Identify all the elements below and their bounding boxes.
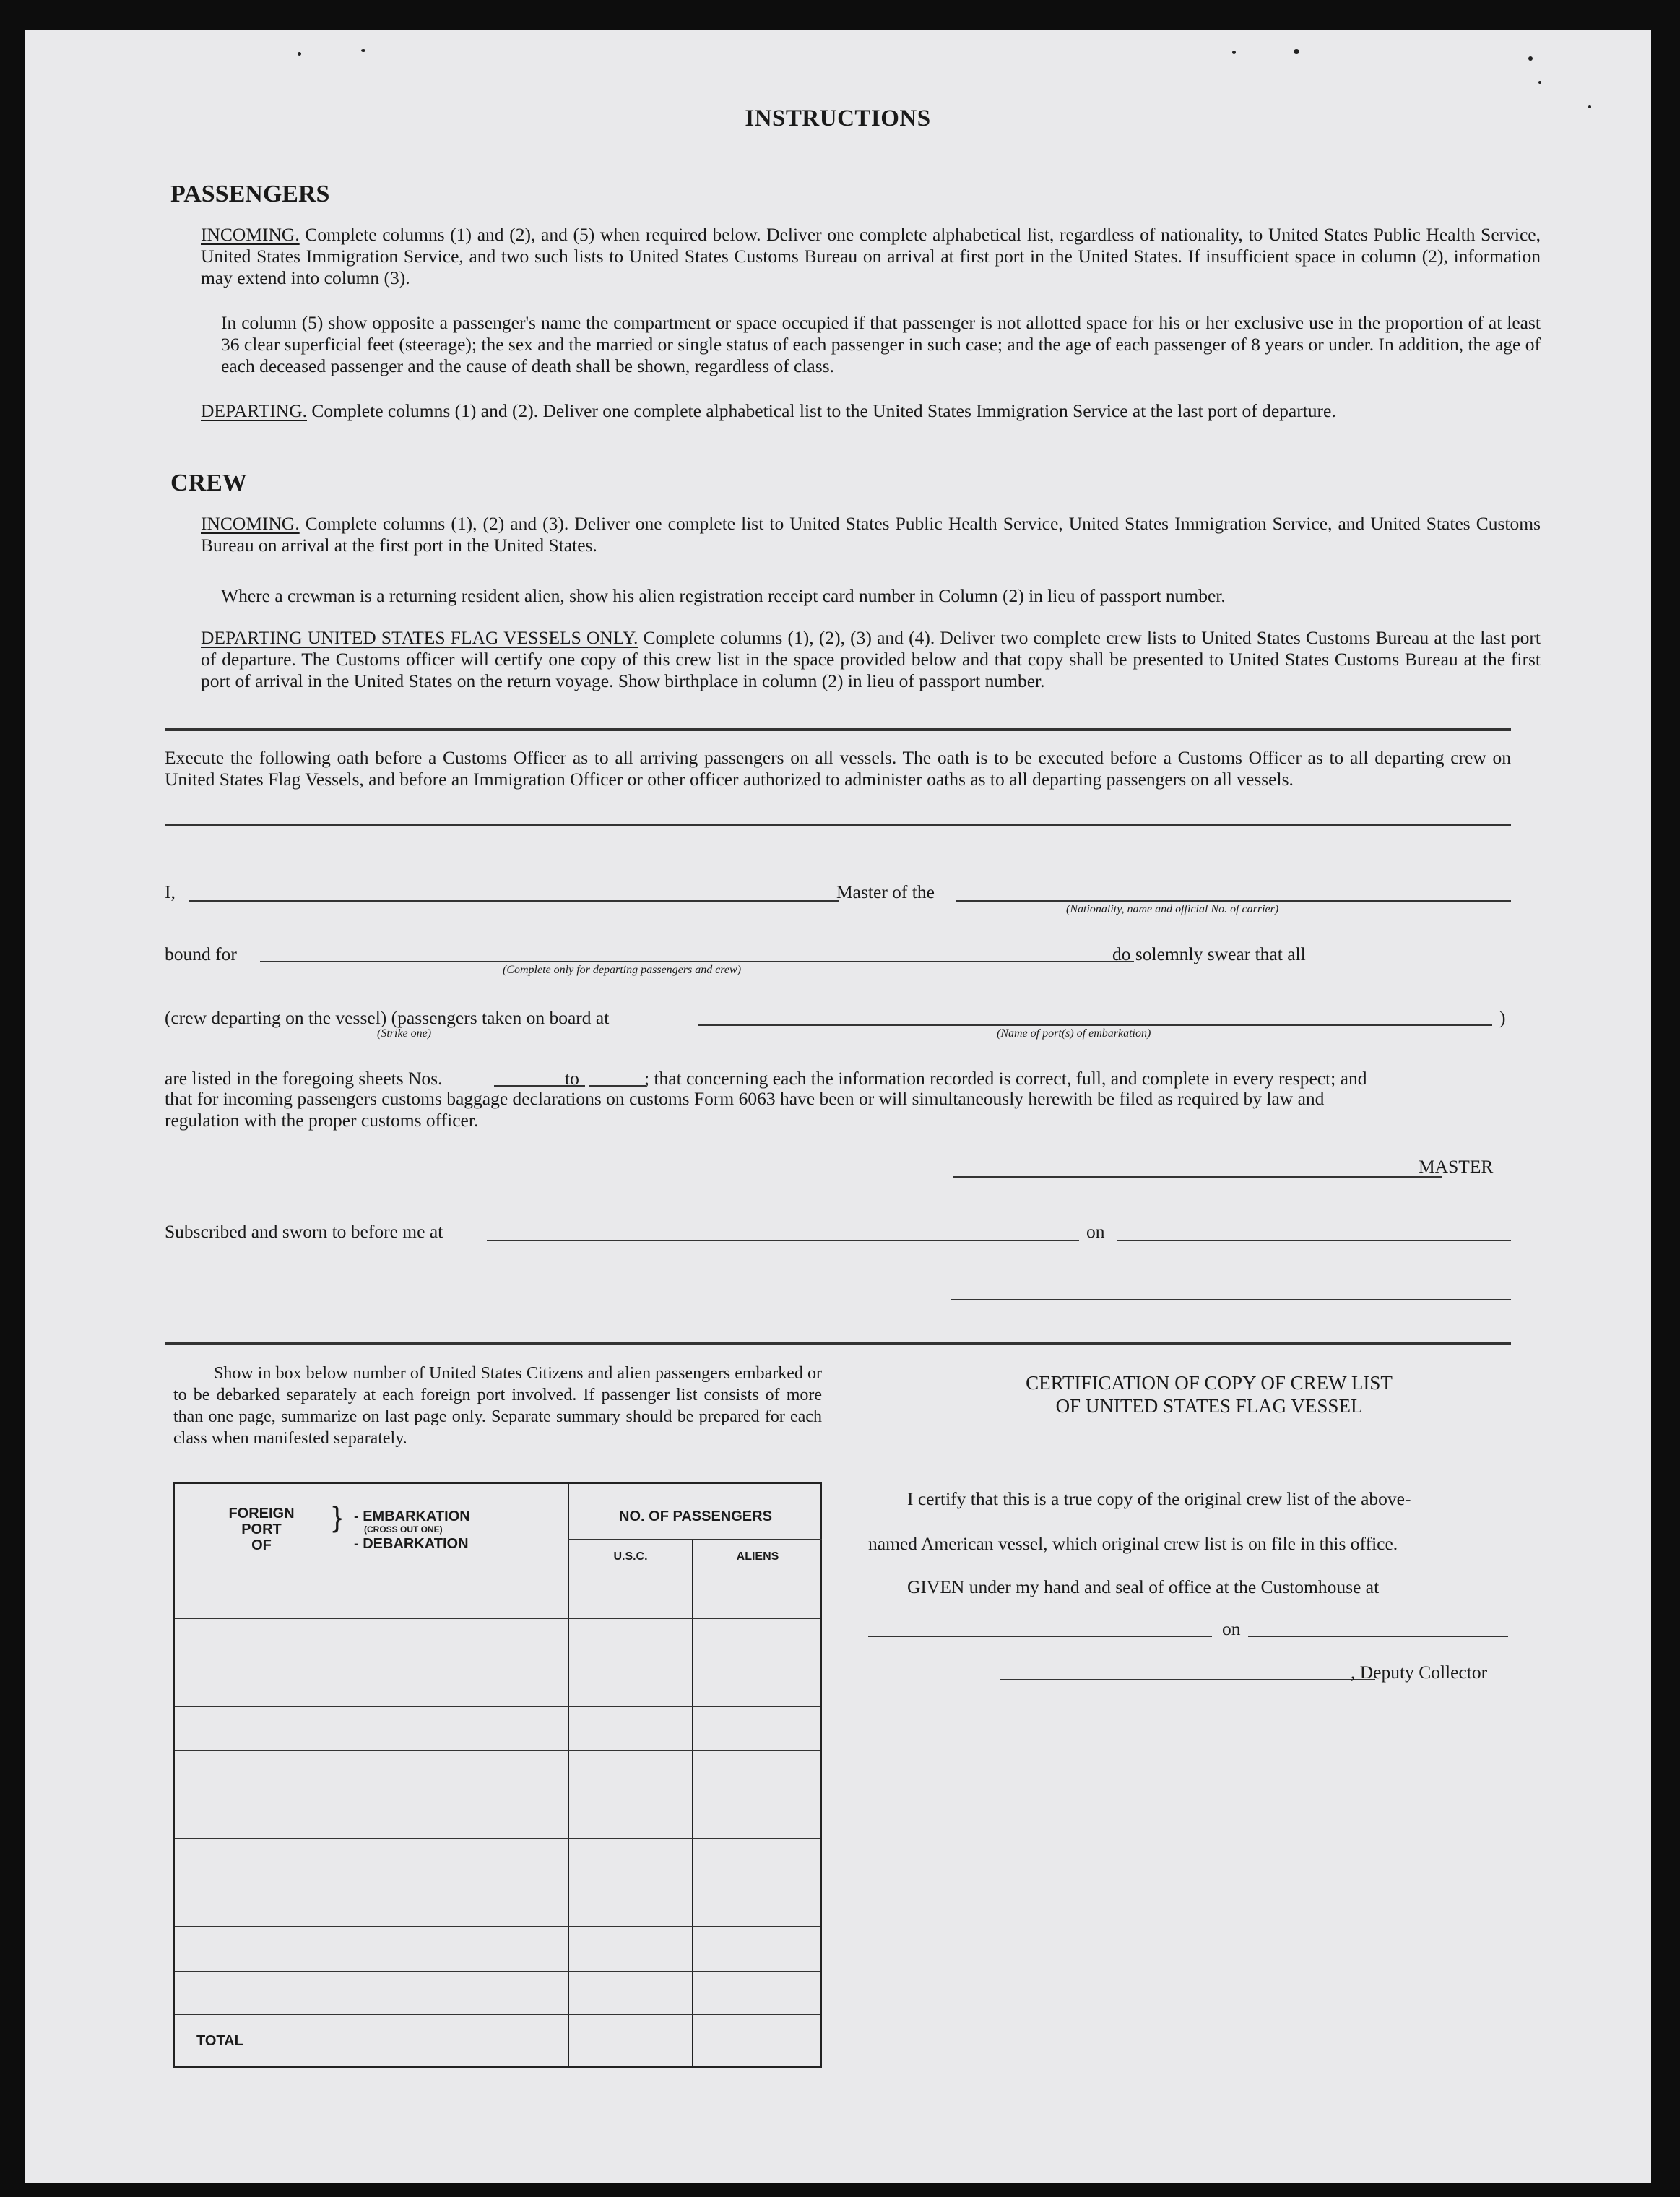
passengers-heading: PASSENGERS <box>170 181 330 207</box>
summary-instructions: Show in box below number of United States Citizens and alien passengers embarked or to be debarked separately at each foreign port involved. If passenger list consists of more than one page, summarize on last page only. Separate summary should be prepared for each class when manifested separately. <box>173 1364 822 1448</box>
scan-speck <box>1232 51 1236 54</box>
certification-heading-line-1: CERTIFICATION OF COPY OF CREW LIST <box>1026 1372 1393 1394</box>
crew-incoming-text: Complete columns (1), (2) and (3). Deliver one complete list to United States Public Health Service, United States Immigration Service, and United States Customs Bureau on arrival at the first port in the United States. <box>201 513 1541 556</box>
oath-i-label: I, <box>165 881 176 902</box>
crew-heading: CREW <box>170 470 247 496</box>
master-name-line[interactable] <box>189 900 839 902</box>
bound-for-label: bound for <box>165 944 237 964</box>
swear-label: do solemnly swear that all <box>1112 944 1306 964</box>
sworn-at-line[interactable] <box>487 1240 1079 1241</box>
bound-for-line[interactable] <box>260 961 1134 962</box>
aliens-header: ALIENS <box>736 1550 779 1563</box>
departing-text: Complete columns (1) and (2). Deliver one complete alphabetical list to the United States Immigration Service at the last port of departure. <box>307 400 1336 421</box>
nationality-caption: (Nationality, name and official No. of carrier) <box>1066 903 1279 915</box>
ports-line[interactable] <box>698 1024 1492 1026</box>
cross-out-label: (CROSS OUT ONE) <box>364 1524 443 1535</box>
customhouse-line[interactable] <box>868 1636 1212 1637</box>
table-header-rule <box>568 1539 822 1540</box>
table-row-rule <box>175 1971 820 1972</box>
bound-caption: (Complete only for departing passengers and crew) <box>503 964 742 976</box>
certification-heading-line-2: OF UNITED STATES FLAG VESSEL <box>1055 1395 1363 1417</box>
deputy-collector-label: , Deputy Collector <box>1351 1662 1488 1683</box>
cert-on-label: on <box>1222 1618 1241 1639</box>
crew-departing-text: Complete columns (1), (2), (3) and (4). Deliver two complete crew lists to United States Customs Bureau at the last port of departure. The Customs officer will certify one copy of this crew list in the space provided below and that copy shall be presented to United States Customs Bureau at the first port of arrival in the United States on the return voyage. Show birthplace in column (2) in lieu of passport number. <box>201 627 1541 691</box>
usc-header: U.S.C. <box>613 1550 648 1563</box>
on-label: on <box>1086 1221 1105 1242</box>
certification-heading <box>862 1371 1556 1417</box>
page-title: INSTRUCTIONS <box>745 105 931 131</box>
close-paren: ) <box>1499 1007 1506 1028</box>
table-row-rule <box>175 1838 820 1839</box>
sheets-text-a: are listed in the foregoing sheets Nos. <box>165 1068 443 1089</box>
debarkation-label: - DEBARKATION <box>354 1536 469 1552</box>
sheets-to-line[interactable] <box>589 1085 646 1087</box>
certify-line-2: named American vessel, which original crew list is on file in this office. <box>868 1533 1398 1554</box>
brace-glyph: } <box>332 1501 342 1533</box>
cert-date-line[interactable] <box>1248 1636 1508 1637</box>
crew-incoming-label: INCOMING. <box>201 513 300 534</box>
column5-paragraph: In column (5) show opposite a passenger's name the compartment or space occupied if that passenger is not allotted space for his or her exclusive use in the proportion of at least 36 clear superficial feet (steerage); the sex and the married or single status of each passenger in such case; and the age of each passenger of 8 years or under. In addition, the age of each deceased passenger and the cause of death shall be shown, regardless of class. <box>221 312 1541 376</box>
passengers-incoming-paragraph <box>201 224 1541 289</box>
resident-alien-paragraph: Where a crewman is a returning resident alien, show his alien registration receipt card number in Column (2) in lieu of passport number. <box>221 585 1226 606</box>
table-row-rule <box>175 1618 820 1619</box>
carrier-line[interactable] <box>956 900 1511 902</box>
strike-caption: (Strike one) <box>377 1027 432 1040</box>
table-row-rule <box>175 1750 820 1751</box>
certify-line-1: I certify that this is a true copy of the original crew list of the above- <box>907 1488 1411 1509</box>
foreign-port-header: FOREIGN PORT OF <box>228 1506 295 1553</box>
officer-signature-line[interactable] <box>951 1299 1511 1300</box>
double-rule <box>165 728 1511 731</box>
sheets-text-b: ; that concerning each the information recorded is correct, full, and complete in every respect; and <box>644 1068 1367 1089</box>
ports-caption: (Name of port(s) of embarkation) <box>997 1027 1151 1040</box>
certify-line-3: GIVEN under my hand and seal of office at the Customhouse at <box>907 1576 1380 1597</box>
master-of-the-label: Master of the <box>836 881 935 902</box>
crew-departing-paragraph <box>201 627 1541 692</box>
crew-departing-label: (crew departing on the vessel) (passengers taken on board at <box>165 1007 610 1028</box>
no-of-passengers-header: NO. OF PASSENGERS <box>619 1508 772 1524</box>
double-rule <box>165 824 1511 826</box>
crew-incoming-paragraph <box>201 513 1541 556</box>
table-row-rule <box>175 2014 820 2015</box>
passenger-summary-table <box>173 1482 822 2068</box>
sheets-text-c: that for incoming passengers customs baggage declarations on customs Form 6063 have been or will simultaneously herewith be filed as required by law and <box>165 1088 1325 1109</box>
form-page <box>25 30 1651 2183</box>
scan-speck <box>1538 81 1541 84</box>
table-row-rule <box>175 1926 820 1927</box>
sheets-text-d: regulation with the proper customs officer. <box>165 1110 479 1131</box>
departing-label: DEPARTING. <box>201 400 307 421</box>
incoming-text: Complete columns (1) and (2), and (5) when required below. Deliver one complete alphabetical list, regardless of nationality, to United States Public Health Service, United States Immigration Service, and two such lists to United States Customs Bureau on arrival at first port in the United States. If insufficient space in column (2), information may extend into column (3). <box>201 224 1541 288</box>
scan-speck <box>361 49 365 52</box>
table-row-rule <box>175 1706 820 1707</box>
master-signature-line[interactable] <box>953 1176 1442 1178</box>
embarkation-label: - EMBARKATION <box>354 1508 470 1524</box>
double-rule <box>165 1342 1511 1345</box>
oath-instructions: Execute the following oath before a Customs Officer as to all arriving passengers on all vessels. The oath is to be executed before a Customs Officer as to all departing crew on United States Flag Vessels, and before an Immigration Officer or other officer authorized to administer oaths as to all departing passengers on all vessels. <box>165 747 1511 790</box>
incoming-label: INCOMING. <box>201 224 300 245</box>
scan-speck <box>298 52 301 56</box>
sworn-on-line[interactable] <box>1117 1240 1511 1241</box>
sheets-to-label: to <box>565 1068 579 1089</box>
table-column-divider <box>568 1484 569 2066</box>
scan-speck <box>1294 49 1299 54</box>
subscribed-label: Subscribed and sworn to before me at <box>165 1221 443 1242</box>
passengers-departing-paragraph <box>201 400 1541 422</box>
total-label: TOTAL <box>196 2033 243 2049</box>
crew-departing-label: DEPARTING UNITED STATES FLAG VESSELS ONLY. <box>201 627 638 648</box>
scan-speck <box>1528 56 1533 61</box>
master-label: MASTER <box>1419 1156 1494 1177</box>
deputy-signature-line[interactable] <box>1000 1679 1375 1680</box>
